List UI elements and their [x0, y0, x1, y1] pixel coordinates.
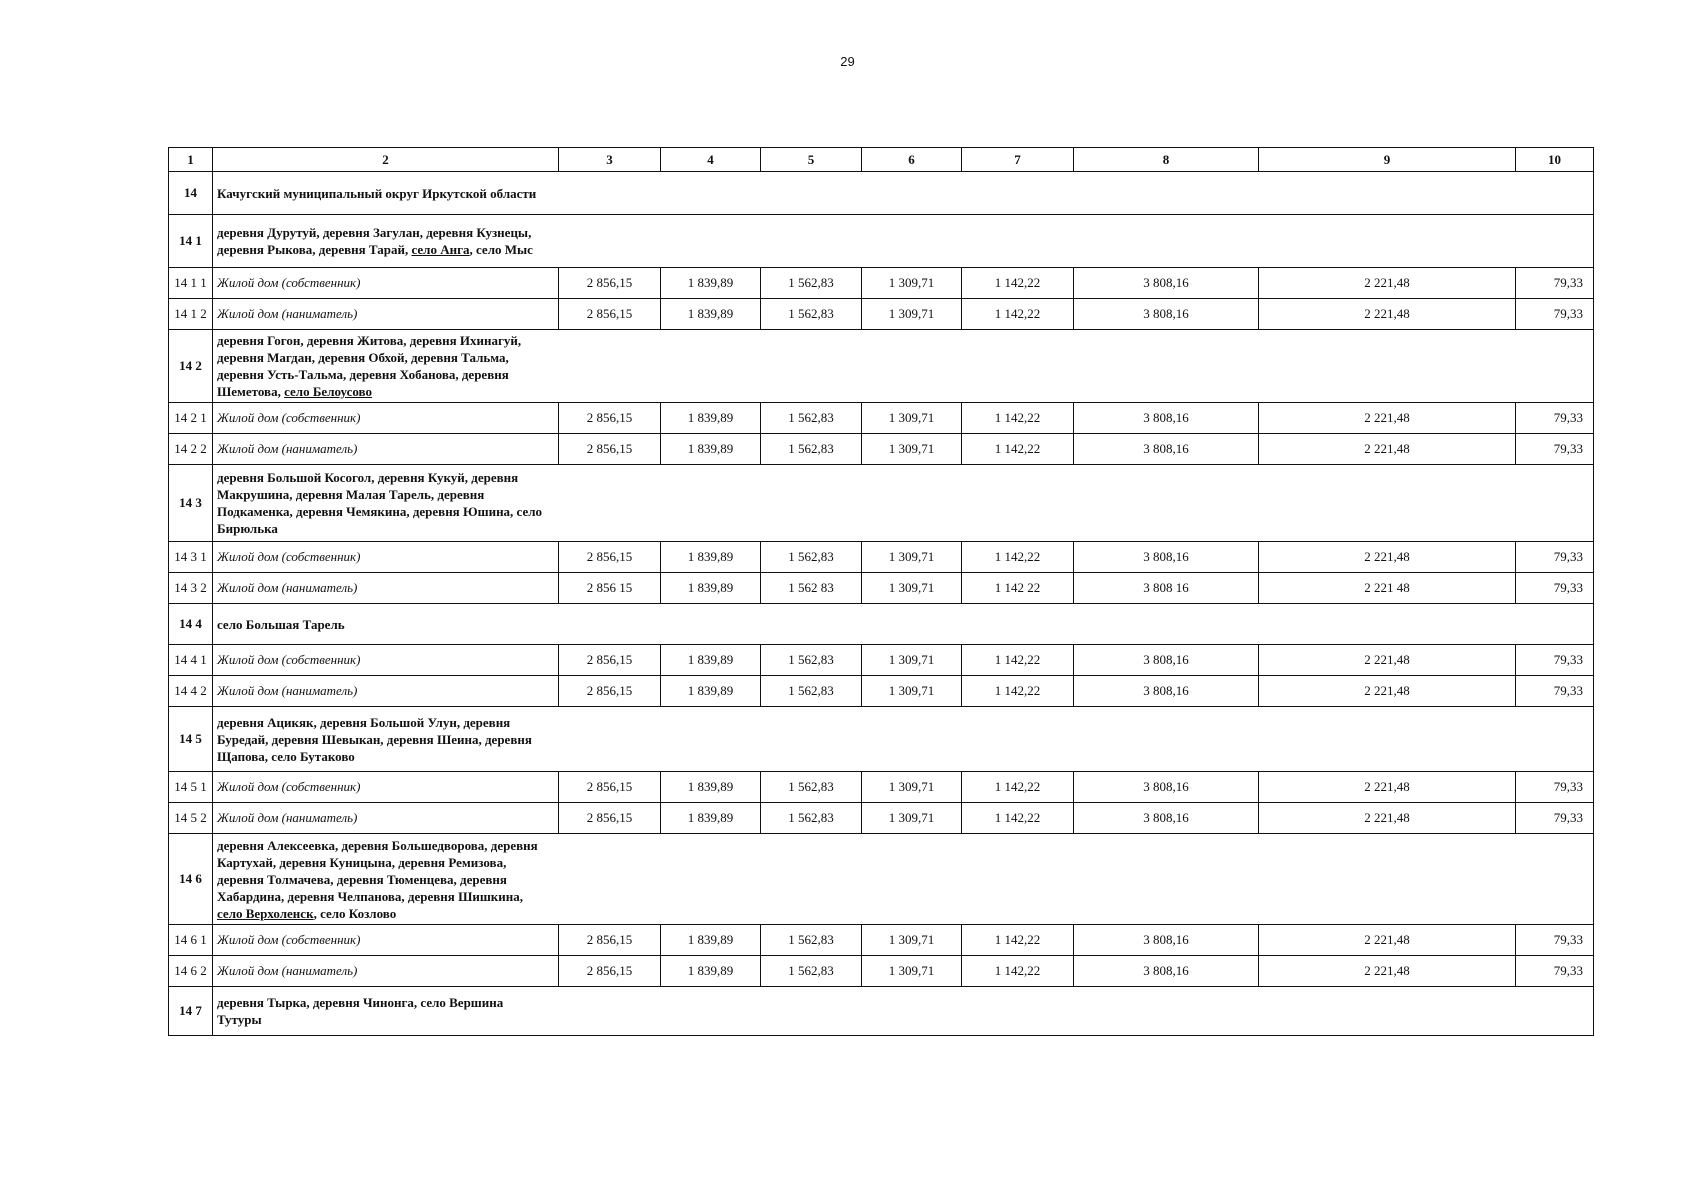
column-header: 2: [213, 148, 559, 172]
cell-value: 1 839,89: [661, 772, 761, 803]
cell-value: 2 856,15: [559, 772, 661, 803]
section-spacer: [559, 834, 1594, 925]
cell-value: 1 839,89: [661, 573, 761, 604]
cell-value: 1 309,71: [862, 542, 962, 573]
row-label: Жилой дом (наниматель): [213, 299, 559, 330]
cell-value: 3 808 16: [1074, 573, 1259, 604]
district-title: Качугский муниципальный округ Иркутской области: [213, 172, 1594, 215]
cell-value: 79,33: [1516, 573, 1594, 604]
cell-value: 1 309,71: [862, 434, 962, 465]
cell-value: 79,33: [1516, 542, 1594, 573]
cell-value: 1 839,89: [661, 925, 761, 956]
row-number: 14 2 1: [169, 403, 213, 434]
page-number: 29: [840, 54, 855, 69]
cell-value: 2 221,48: [1259, 434, 1516, 465]
row-number: 14 2 2: [169, 434, 213, 465]
cell-value: 1 562,83: [761, 434, 862, 465]
cell-value: 1 309,71: [862, 772, 962, 803]
table-row: [169, 542, 1594, 573]
cell-value: 2 856,15: [559, 434, 661, 465]
row-label: Жилой дом (собственник): [213, 772, 559, 803]
cell-value: 79,33: [1516, 434, 1594, 465]
row-label: Жилой дом (наниматель): [213, 956, 559, 987]
section-title: [213, 330, 559, 403]
cell-value: 2 221,48: [1259, 299, 1516, 330]
section-spacer: [559, 604, 1594, 645]
cell-value: 1 142,22: [962, 403, 1074, 434]
section-spacer: [559, 707, 1594, 772]
district-number: 14: [169, 172, 213, 215]
cell-value: 1 309,71: [862, 299, 962, 330]
cell-value: 1 562,83: [761, 956, 862, 987]
cell-value: 1 142,22: [962, 434, 1074, 465]
section-spacer: [559, 987, 1594, 1036]
section-title-text: деревня Дурутуй, деревня Загулан, деревня Кузнецы, деревня Рыкова, деревня Тарай,: [217, 225, 532, 257]
cell-value: 2 221,48: [1259, 803, 1516, 834]
row-label: Жилой дом (наниматель): [213, 803, 559, 834]
column-number-row: [169, 148, 1594, 172]
cell-value: 3 808,16: [1074, 299, 1259, 330]
cell-value: 1 142,22: [962, 645, 1074, 676]
cell-value: 1 839,89: [661, 956, 761, 987]
cell-value: 3 808,16: [1074, 434, 1259, 465]
row-number: 14 6 2: [169, 956, 213, 987]
cell-value: 1 309,71: [862, 573, 962, 604]
table-row: [169, 299, 1594, 330]
table-row: [169, 925, 1594, 956]
cell-value: 1 309,71: [862, 956, 962, 987]
cell-value: 1 839,89: [661, 268, 761, 299]
table-row: [169, 573, 1594, 604]
column-header: 10: [1516, 148, 1594, 172]
cell-value: 2 856,15: [559, 268, 661, 299]
column-header: 9: [1259, 148, 1516, 172]
section-title: [213, 465, 559, 542]
table-body: [169, 172, 1594, 1036]
cell-value: 1 309,71: [862, 645, 962, 676]
row-number: 14 6 1: [169, 925, 213, 956]
section-number: 14 5: [169, 707, 213, 772]
row-number: 14 5 2: [169, 803, 213, 834]
table-row: [169, 676, 1594, 707]
section-title: [213, 604, 559, 645]
cell-value: 79,33: [1516, 772, 1594, 803]
cell-value: 1 142,22: [962, 676, 1074, 707]
column-header: 7: [962, 148, 1074, 172]
cell-value: 2 856,15: [559, 403, 661, 434]
cell-value: 2 856 15: [559, 573, 661, 604]
cell-value: 79,33: [1516, 403, 1594, 434]
section-title-text: деревня Большой Косогол, деревня Кукуй, деревня Макрушина, деревня Малая Тарель, деревня Подкаменка, деревня Чемякина, деревня Юшина, село Бирюлька: [217, 470, 543, 536]
cell-value: 2 856,15: [559, 956, 661, 987]
section-number: 14 7: [169, 987, 213, 1036]
section-row: [169, 465, 1594, 542]
section-spacer: [559, 465, 1594, 542]
cell-value: 3 808,16: [1074, 925, 1259, 956]
row-number: 14 3 2: [169, 573, 213, 604]
section-title: [213, 215, 559, 268]
cell-value: 1 142,22: [962, 956, 1074, 987]
section-title: [213, 707, 559, 772]
section-title-underlined: село Верхоленск: [217, 905, 314, 921]
cell-value: 2 856,15: [559, 676, 661, 707]
column-header: 6: [862, 148, 962, 172]
section-row: [169, 707, 1594, 772]
cell-value: 79,33: [1516, 956, 1594, 987]
cell-value: 3 808,16: [1074, 956, 1259, 987]
section-title-text: село Большая Тарель: [217, 616, 345, 632]
cell-value: 1 839,89: [661, 403, 761, 434]
row-number: 14 4 2: [169, 676, 213, 707]
cell-value: 1 142,22: [962, 542, 1074, 573]
cell-value: 1 309,71: [862, 925, 962, 956]
cell-value: 3 808,16: [1074, 542, 1259, 573]
row-label: Жилой дом (собственник): [213, 542, 559, 573]
cell-value: 3 808,16: [1074, 403, 1259, 434]
column-header: 3: [559, 148, 661, 172]
cell-value: 2 221,48: [1259, 403, 1516, 434]
section-spacer: [559, 215, 1594, 268]
column-header: 4: [661, 148, 761, 172]
cell-value: 1 562,83: [761, 645, 862, 676]
cell-value: 1 142,22: [962, 299, 1074, 330]
cell-value: 1 562,83: [761, 676, 862, 707]
cell-value: 3 808,16: [1074, 268, 1259, 299]
row-label: Жилой дом (наниматель): [213, 434, 559, 465]
cell-value: 2 221,48: [1259, 542, 1516, 573]
column-header: 5: [761, 148, 862, 172]
cell-value: 1 839,89: [661, 645, 761, 676]
row-label: Жилой дом (собственник): [213, 403, 559, 434]
cell-value: 1 142,22: [962, 925, 1074, 956]
section-title-tail: , село Козлово: [313, 905, 397, 921]
row-number: 14 1 2: [169, 299, 213, 330]
table-row: [169, 772, 1594, 803]
cell-value: 1 142,22: [962, 268, 1074, 299]
cell-value: 1 839,89: [661, 542, 761, 573]
row-label: Жилой дом (собственник): [213, 925, 559, 956]
section-row: [169, 834, 1594, 925]
cell-value: 1 142,22: [962, 803, 1074, 834]
cell-value: 1 562,83: [761, 803, 862, 834]
section-row: [169, 330, 1594, 403]
cell-value: 2 856,15: [559, 925, 661, 956]
row-label: Жилой дом (наниматель): [213, 573, 559, 604]
row-label: Жилой дом (собственник): [213, 268, 559, 299]
cell-value: 2 856,15: [559, 299, 661, 330]
cell-value: 1 142 22: [962, 573, 1074, 604]
cell-value: 2 221,48: [1259, 268, 1516, 299]
section-title: [213, 987, 559, 1036]
section-title-underlined: село Анга: [411, 242, 470, 257]
cell-value: 1 562,83: [761, 268, 862, 299]
cell-value: 2 856,15: [559, 542, 661, 573]
section-number: 14 4: [169, 604, 213, 645]
district-row: [169, 172, 1594, 215]
column-header: 1: [169, 148, 213, 172]
table-row: [169, 645, 1594, 676]
section-spacer: [559, 330, 1594, 403]
table-row: [169, 403, 1594, 434]
cell-value: 1 562,83: [761, 299, 862, 330]
cell-value: 2 856,15: [559, 645, 661, 676]
section-row: [169, 604, 1594, 645]
cell-value: 79,33: [1516, 803, 1594, 834]
cell-value: 1 839,89: [661, 434, 761, 465]
section-number: 14 1: [169, 215, 213, 268]
section-title-text: деревня Ацикяк, деревня Большой Улун, деревня Буредай, деревня Шевыкан, деревня Шеина, деревня Щапова, село Бутаково: [217, 714, 532, 764]
cell-value: 1 309,71: [862, 403, 962, 434]
cell-value: 79,33: [1516, 645, 1594, 676]
cell-value: 2 221,48: [1259, 772, 1516, 803]
cell-value: 79,33: [1516, 268, 1594, 299]
cell-value: 79,33: [1516, 299, 1594, 330]
cell-value: 1 562,83: [761, 403, 862, 434]
section-title-underlined: село Белоусово: [284, 384, 372, 399]
cell-value: 1 562,83: [761, 542, 862, 573]
cell-value: 3 808,16: [1074, 803, 1259, 834]
section-title-text: деревня Гогон, деревня Житова, деревня Ихинагуй, деревня Магдан, деревня Обхой, деревня Тальма, деревня Усть-Тальма, деревня Хобанова, деревня Шеметова,: [217, 333, 522, 399]
row-number: 14 3 1: [169, 542, 213, 573]
section-title-text: деревня Алексеевка, деревня Большедворова, деревня Картухай, деревня Куницына, деревня Ремизова, деревня Толмачева, деревня Тюменцева, деревня Хабардина, деревня Челпанова, деревня Шишкина,: [217, 837, 538, 904]
cell-value: 3 808,16: [1074, 645, 1259, 676]
cell-value: 79,33: [1516, 925, 1594, 956]
row-number: 14 4 1: [169, 645, 213, 676]
tariff-table: [168, 147, 1594, 1036]
cell-value: 2 221,48: [1259, 956, 1516, 987]
table-row: [169, 956, 1594, 987]
section-row: [169, 987, 1594, 1036]
cell-value: 1 839,89: [661, 299, 761, 330]
section-row: [169, 215, 1594, 268]
cell-value: 2 856,15: [559, 803, 661, 834]
table-row: [169, 268, 1594, 299]
section-number: 14 6: [169, 834, 213, 925]
cell-value: 3 808,16: [1074, 676, 1259, 707]
cell-value: 1 142,22: [962, 772, 1074, 803]
cell-value: 1 309,71: [862, 803, 962, 834]
row-number: 14 1 1: [169, 268, 213, 299]
cell-value: 1 309,71: [862, 676, 962, 707]
row-label: Жилой дом (наниматель): [213, 676, 559, 707]
table-row: [169, 434, 1594, 465]
cell-value: 1 562 83: [761, 573, 862, 604]
section-title-tail: , село Мыс: [469, 242, 533, 257]
cell-value: 1 309,71: [862, 268, 962, 299]
section-number: 14 2: [169, 330, 213, 403]
cell-value: 3 808,16: [1074, 772, 1259, 803]
column-header: 8: [1074, 148, 1259, 172]
cell-value: 1 839,89: [661, 676, 761, 707]
cell-value: 2 221,48: [1259, 676, 1516, 707]
cell-value: 79,33: [1516, 676, 1594, 707]
table-row: [169, 803, 1594, 834]
section-title-text: деревня Тырка, деревня Чинонга, село Вершина Тутуры: [217, 995, 504, 1027]
section-title: [213, 834, 559, 925]
section-number: 14 3: [169, 465, 213, 542]
row-label: Жилой дом (собственник): [213, 645, 559, 676]
cell-value: 1 562,83: [761, 772, 862, 803]
cell-value: 2 221,48: [1259, 925, 1516, 956]
cell-value: 2 221 48: [1259, 573, 1516, 604]
row-number: 14 5 1: [169, 772, 213, 803]
cell-value: 2 221,48: [1259, 645, 1516, 676]
cell-value: 1 562,83: [761, 925, 862, 956]
cell-value: 1 839,89: [661, 803, 761, 834]
